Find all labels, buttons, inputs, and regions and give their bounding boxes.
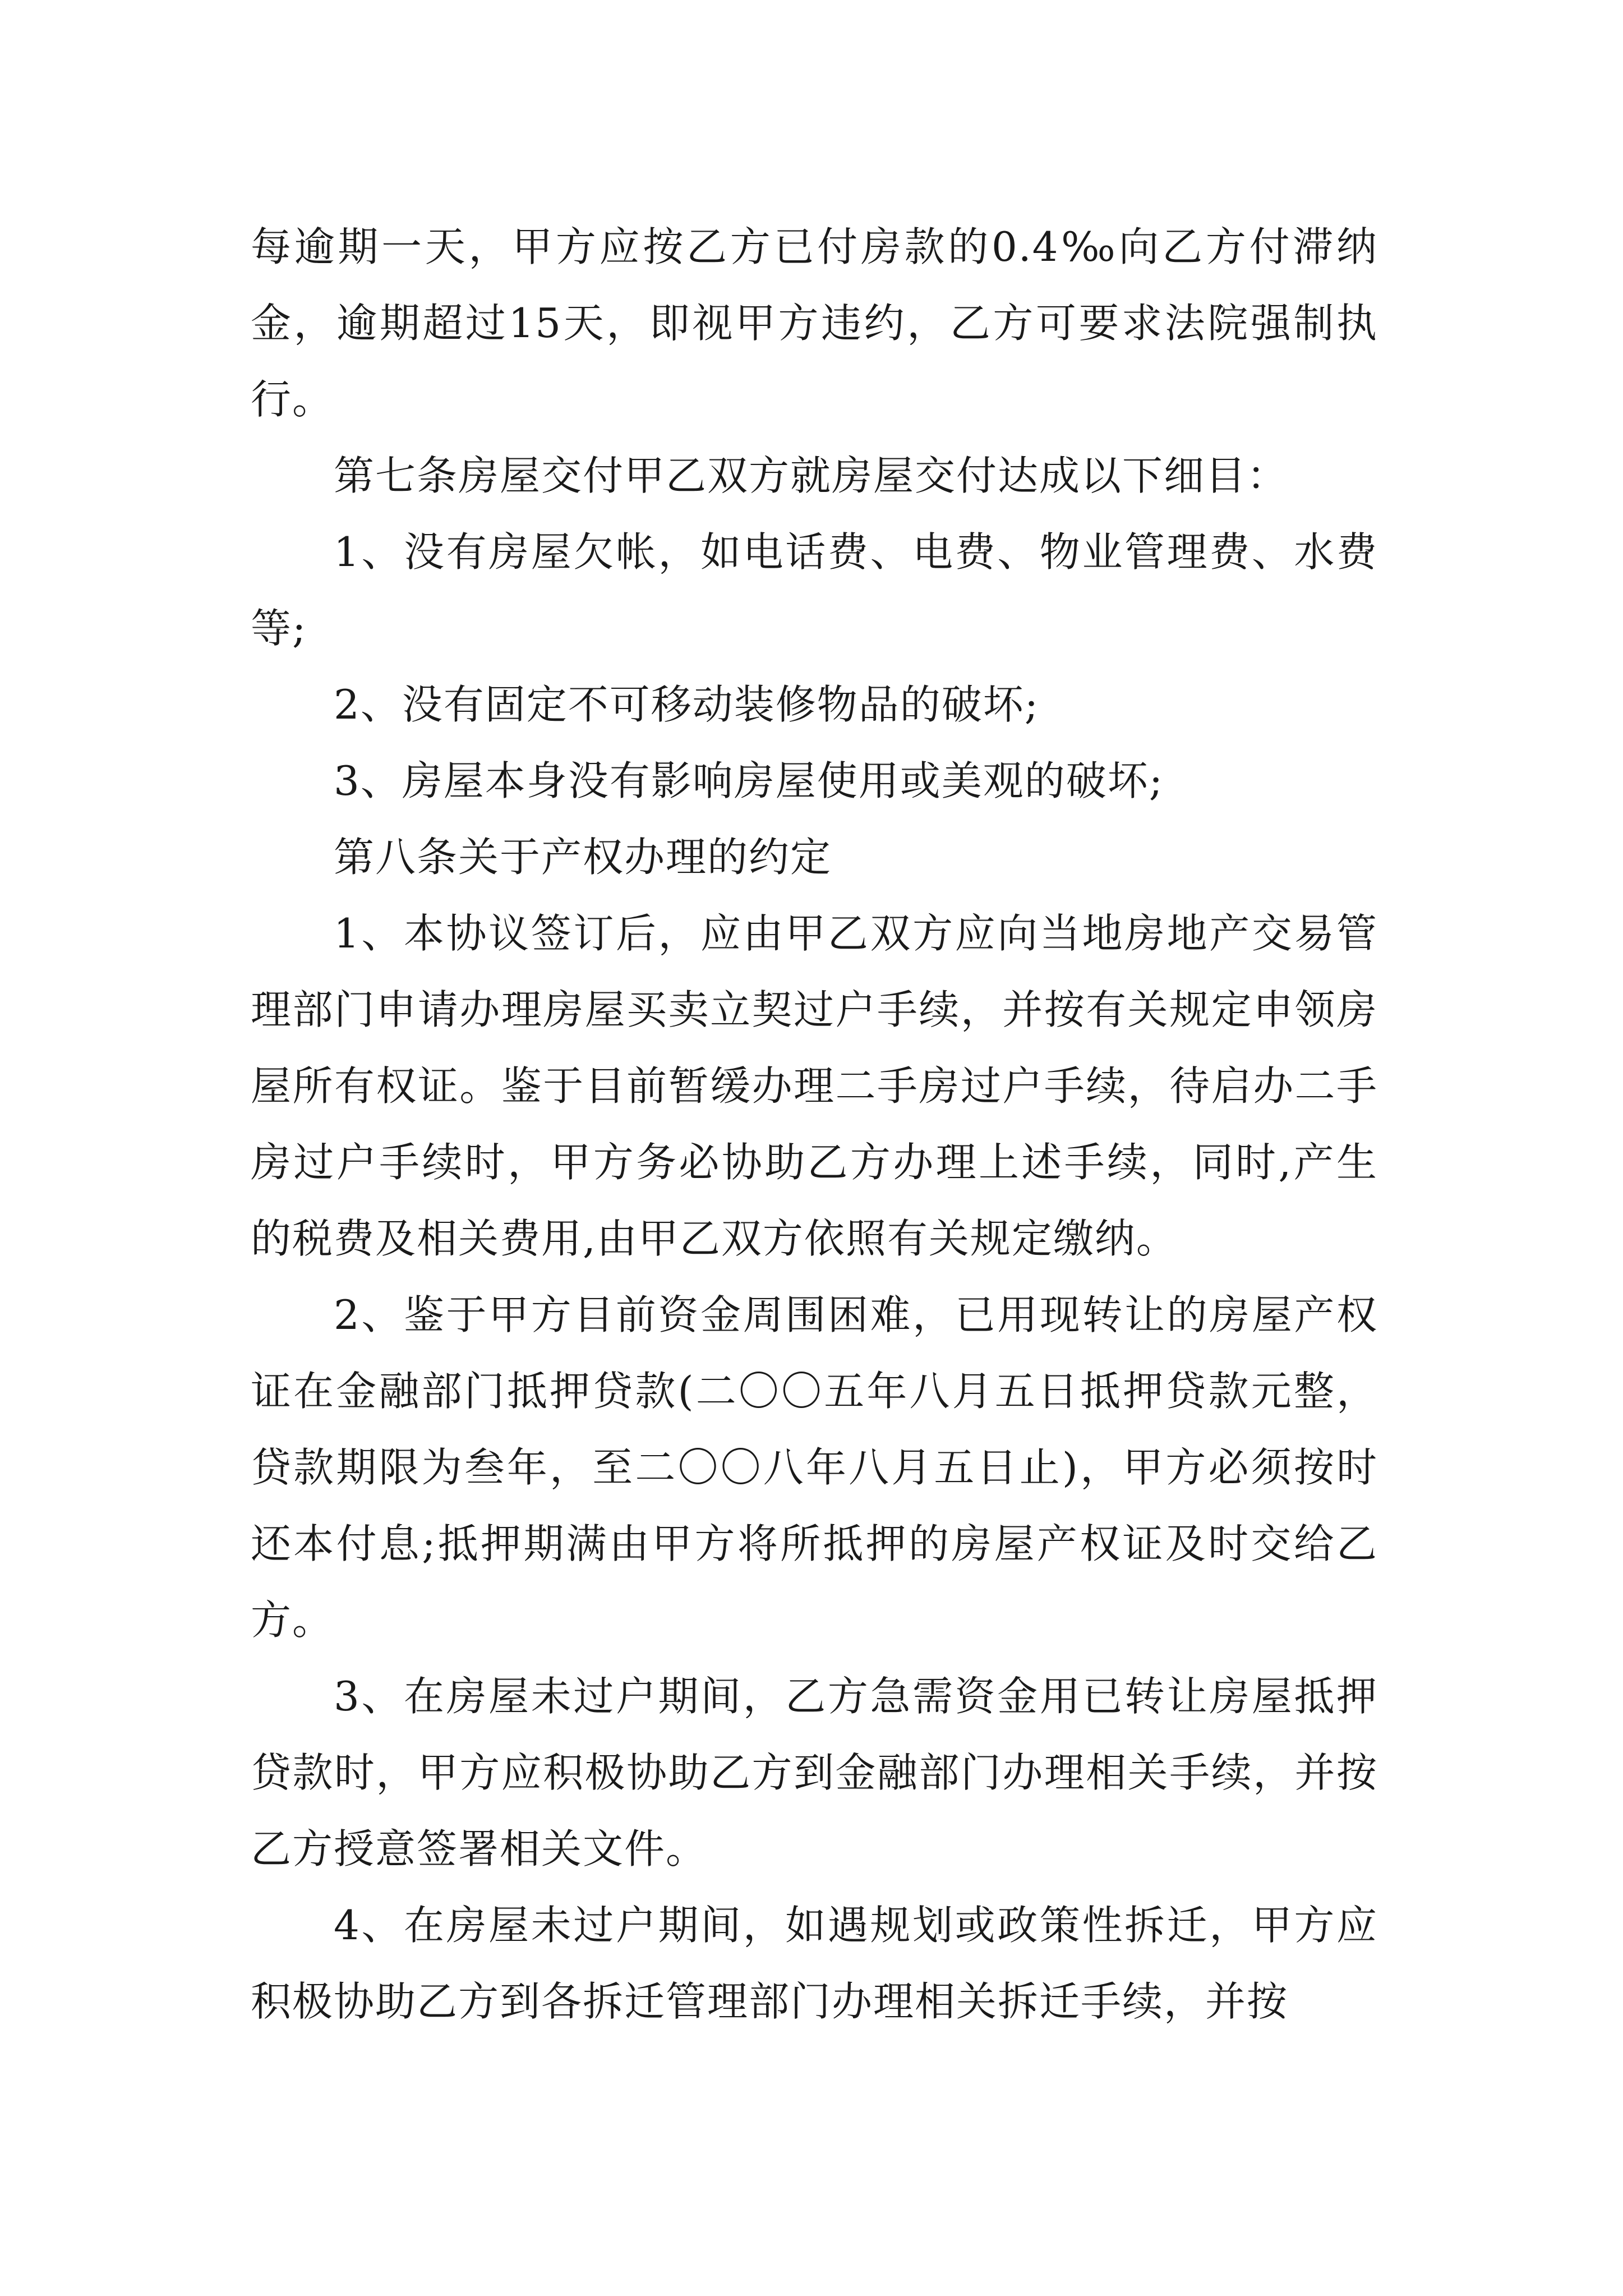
paragraph-article-7-heading: 第七条房屋交付甲乙双方就房屋交付达成以下细目： <box>334 452 1289 499</box>
paragraph-article-8-heading: 第八条关于产权办理的约定 <box>334 834 832 881</box>
paragraph-article-7-item-2: 2、没有固定不可移动装修物品的破坏; <box>334 681 1040 728</box>
paragraph-article-8-item-2: 2、鉴于甲方目前资金周围困难，已用现转让的房屋产权证在金融部门抵押贷款(二〇〇五年八月五日抵押贷款元整，贷款期限为叁年，至二〇〇八年八月五日止)，甲方必须按时还本付息;抵押期满由甲方将所抵押的房屋产权证及时交给乙方。 <box>251 1291 1378 1644</box>
paragraph-article-7-item-1: 1、没有房屋欠帐，如电话费、电费、物业管理费、水费等; <box>251 528 1378 652</box>
paragraph-article-8-item-4: 4、在房屋未过户期间，如遇规划或政策性拆迁，甲方应积极协助乙方到各拆迁管理部门办理相关拆迁手续，并按 <box>251 1902 1378 2025</box>
paragraph-article-8-item-1: 1、本协议签订后，应由甲乙双方应向当地房地产交易管理部门申请办理房屋买卖立契过户手续，并按有关规定申领房屋所有权证。鉴于目前暂缓办理二手房过户手续，待启办二手房过户手续时，甲方务必协助乙方办理上述手续，同时,产生的税费及相关费用,由甲乙双方依照有关规定缴纳。 <box>251 910 1378 1262</box>
document-body <box>251 209 1378 2040</box>
paragraph-late-payment: 每逾期一天，甲方应按乙方已付房款的0.4‰向乙方付滞纳金，逾期超过15天，即视甲方违约，乙方可要求法院强制执行。 <box>251 223 1378 423</box>
paragraph-article-8-item-3: 3、在房屋未过户期间，乙方急需资金用已转让房屋抵押贷款时，甲方应积极协助乙方到金融部门办理相关手续，并按乙方授意签署相关文件。 <box>251 1673 1378 1872</box>
paragraph-article-7-item-3: 3、房屋本身没有影响房屋使用或美观的破坏; <box>334 757 1164 804</box>
